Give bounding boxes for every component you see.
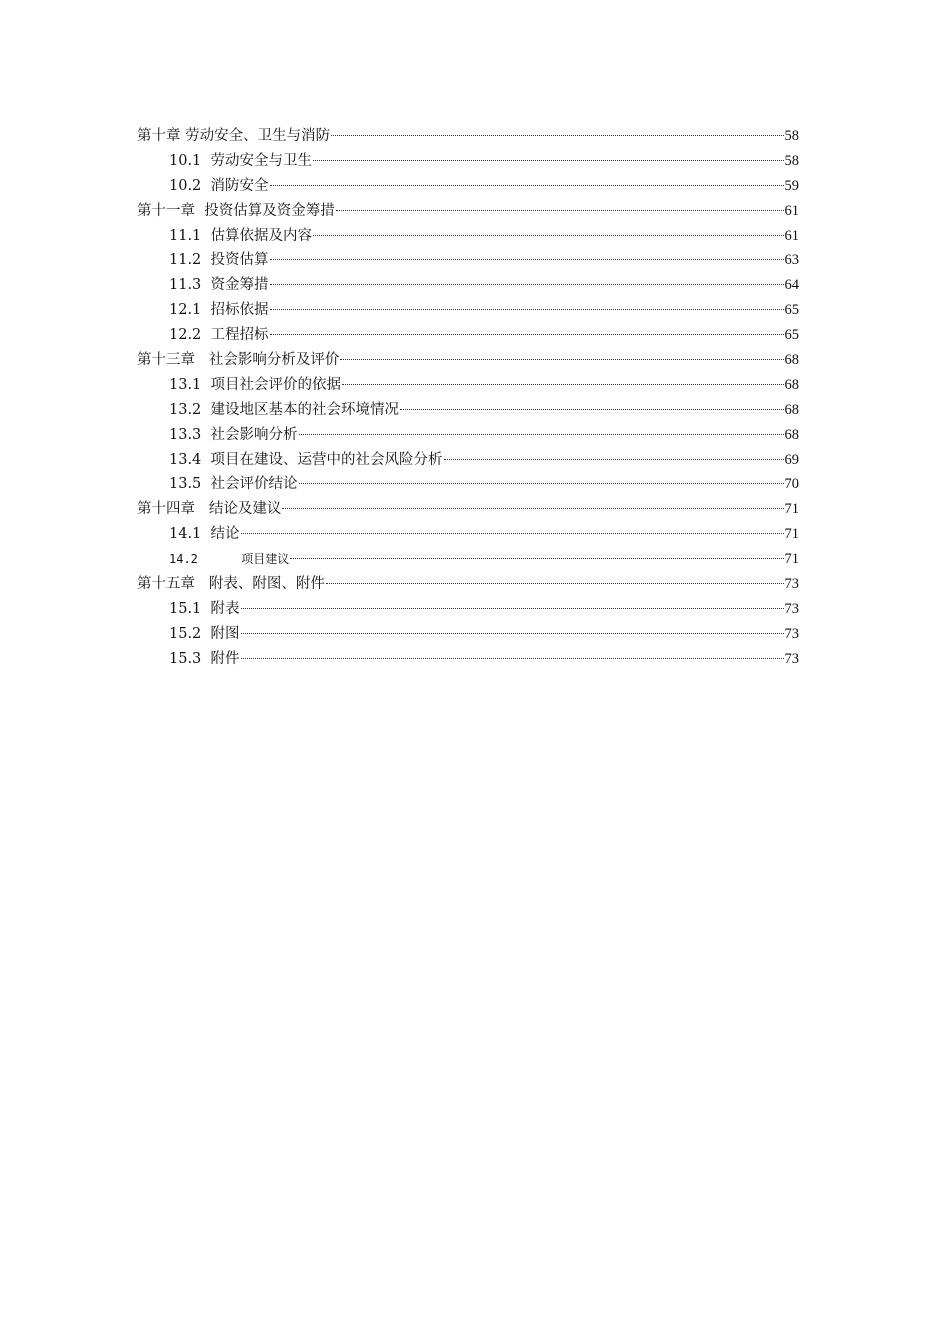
toc-entry-label: 第十四章 结论及建议 xyxy=(137,501,282,518)
toc-entry-page: 73 xyxy=(784,625,799,642)
toc-entry[interactable] xyxy=(137,472,799,497)
toc-entry-label: 10.2 消防安全 xyxy=(169,177,269,194)
toc-entry-label: 第十三章 社会影响分析及评价 xyxy=(137,352,340,369)
toc-entry[interactable] xyxy=(137,522,799,547)
toc-entry[interactable] xyxy=(137,423,799,448)
dot-leader xyxy=(282,508,783,509)
toc-entry-label: 12.1 招标依据 xyxy=(169,302,269,319)
dot-leader xyxy=(270,334,784,335)
table-of-contents xyxy=(137,124,799,672)
dot-leader xyxy=(313,160,783,161)
toc-entry-label: 10.1 劳动安全与卫生 xyxy=(169,152,313,169)
toc-entry[interactable] xyxy=(137,647,799,672)
dot-leader xyxy=(270,284,784,285)
toc-entry-label: 13.2 建设地区基本的社会环境情况 xyxy=(169,401,400,418)
toc-entry-page: 68 xyxy=(784,401,799,418)
toc-entry[interactable] xyxy=(137,248,799,273)
toc-entry[interactable] xyxy=(137,572,799,597)
toc-entry[interactable] xyxy=(137,622,799,647)
dot-leader xyxy=(313,235,783,236)
dot-leader xyxy=(270,309,784,310)
toc-entry-label: 14.2 项目建议 xyxy=(169,552,290,567)
toc-entry-page: 59 xyxy=(784,177,799,194)
toc-entry[interactable] xyxy=(137,497,799,522)
dot-leader xyxy=(270,259,784,260)
dot-leader xyxy=(326,583,784,584)
toc-entry[interactable] xyxy=(137,199,799,224)
dot-leader xyxy=(342,384,783,385)
toc-entry-label: 15.3 附件 xyxy=(169,650,240,667)
toc-entry-label: 13.3 社会影响分析 xyxy=(169,426,298,443)
toc-entry-label: 11.3 资金筹措 xyxy=(169,277,269,294)
toc-entry-page: 58 xyxy=(784,128,799,144)
toc-entry[interactable] xyxy=(137,224,799,249)
dot-leader xyxy=(336,210,784,211)
toc-entry-label: 11.2 投资估算 xyxy=(169,252,269,269)
toc-entry-page: 65 xyxy=(784,327,799,344)
toc-entry-label: 13.4 项目在建设、运营中的社会风险分析 xyxy=(169,451,443,468)
toc-entry-page: 68 xyxy=(784,376,799,393)
toc-entry[interactable] xyxy=(137,323,799,348)
toc-entry-page: 64 xyxy=(784,277,799,294)
toc-entry[interactable] xyxy=(137,448,799,473)
toc-entry[interactable] xyxy=(137,149,799,174)
toc-entry-label: 14.1 结论 xyxy=(169,526,240,543)
dot-leader xyxy=(241,608,784,609)
toc-entry-label: 第十一章 投资估算及资金筹措 xyxy=(137,202,335,219)
dot-leader xyxy=(241,533,784,534)
toc-entry-label: 第十五章 附表、附图、附件 xyxy=(137,576,325,593)
dot-leader xyxy=(400,409,783,410)
toc-entry-page: 71 xyxy=(784,551,799,568)
toc-entry-label: 第十章 劳动安全、卫生与消防 xyxy=(137,128,331,144)
toc-entry[interactable] xyxy=(137,298,799,323)
toc-entry-label: 13.5 社会评价结论 xyxy=(169,476,298,493)
toc-entry-page: 73 xyxy=(784,600,799,617)
dot-leader xyxy=(241,633,784,634)
toc-entry-page: 68 xyxy=(784,426,799,443)
dot-leader xyxy=(241,658,784,659)
toc-entry-page: 69 xyxy=(784,451,799,468)
toc-entry-label: 12.2 工程招标 xyxy=(169,327,269,344)
toc-entry-page: 71 xyxy=(784,526,799,543)
toc-entry[interactable] xyxy=(137,124,799,149)
toc-entry-page: 71 xyxy=(784,501,799,518)
dot-leader xyxy=(299,434,784,435)
toc-entry-label: 11.1 估算依据及内容 xyxy=(169,227,313,244)
toc-entry[interactable] xyxy=(137,373,799,398)
toc-entry-label: 15.1 附表 xyxy=(169,600,240,617)
toc-entry-page: 61 xyxy=(784,202,799,219)
dot-leader xyxy=(444,459,784,460)
toc-entry[interactable] xyxy=(137,547,799,572)
dot-leader xyxy=(340,359,783,360)
toc-entry-label: 13.1 项目社会评价的依据 xyxy=(169,376,342,393)
toc-entry[interactable] xyxy=(137,398,799,423)
toc-entry-page: 73 xyxy=(784,576,799,593)
toc-entry-page: 65 xyxy=(784,302,799,319)
toc-entry[interactable] xyxy=(137,597,799,622)
toc-entry-page: 61 xyxy=(784,227,799,244)
toc-entry-label: 15.2 附图 xyxy=(169,625,240,642)
toc-entry-page: 73 xyxy=(784,650,799,667)
toc-entry-page: 63 xyxy=(784,252,799,269)
toc-entry[interactable] xyxy=(137,174,799,199)
toc-entry-page: 58 xyxy=(784,152,799,169)
toc-entry-page: 68 xyxy=(784,352,799,369)
toc-entry-page: 70 xyxy=(784,476,799,493)
dot-leader xyxy=(299,483,784,484)
toc-entry[interactable] xyxy=(137,348,799,373)
dot-leader xyxy=(290,558,783,559)
toc-entry[interactable] xyxy=(137,273,799,298)
dot-leader xyxy=(270,185,784,186)
dot-leader xyxy=(331,135,783,136)
